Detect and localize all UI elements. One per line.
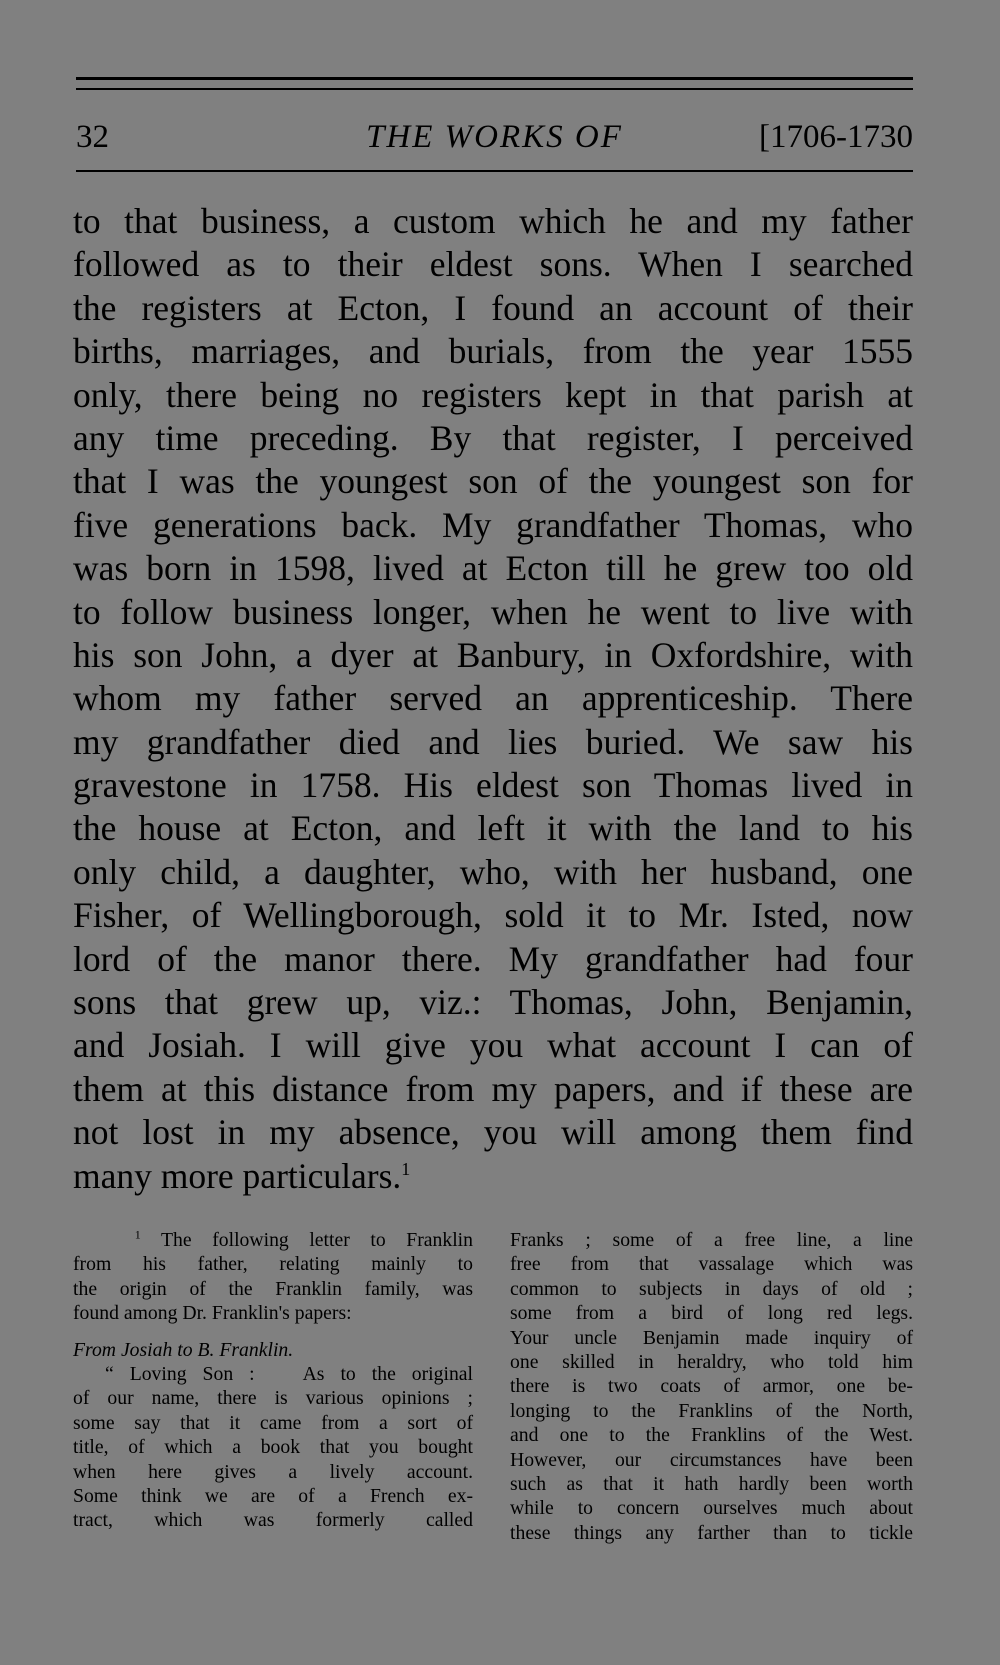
date-range: [1706-1730 xyxy=(759,119,913,155)
footnote-line: Some think we are of a French ex- xyxy=(73,1484,473,1507)
footnote-line: Franks ; some of a free line, a line xyxy=(510,1229,913,1251)
footnote-line: the origin of the Franklin family, was xyxy=(73,1277,473,1300)
body-line: only child, a daughter, who, with her husband, one xyxy=(73,851,913,892)
body-line: only, there being no registers kept in that parish at xyxy=(73,374,913,415)
footnote-line: when here gives a lively account. xyxy=(73,1460,473,1483)
footnote-column-right xyxy=(510,1228,913,1545)
footnote-line: some from a bird of long red legs. xyxy=(510,1302,913,1325)
letter-salutation: “ Loving Son : xyxy=(104,1362,255,1385)
body-line: gravestone in 1758. His eldest son Thomas lived in xyxy=(73,765,913,806)
body-line: my grandfather died and lies buried. We saw his xyxy=(73,721,913,762)
body-line: to that business, a custom which he and my father xyxy=(73,201,913,241)
footnote-line: common to subjects in days of old ; xyxy=(510,1277,913,1300)
footnote-line xyxy=(73,1228,473,1252)
body-line: his son John, a dyer at Banbury, in Oxfordshire, with xyxy=(73,634,913,675)
footnote-line: while to concern ourselves much about xyxy=(510,1497,913,1520)
top-rule xyxy=(76,77,913,80)
footnote-line: title, of which a book that you bought xyxy=(73,1436,473,1459)
body-line: to follow business longer, when he went to live with xyxy=(73,591,913,632)
body-text xyxy=(73,200,913,1198)
footnote-marker: 1 xyxy=(134,1227,141,1242)
footnote-line: there is two coats of armor, one be- xyxy=(510,1375,913,1398)
footnote-line: of our name, there is various opinions ; xyxy=(73,1387,473,1410)
body-line: the registers at Ecton, I found an account of their xyxy=(73,287,913,328)
footnote-intro-text: The following letter to Franklin xyxy=(161,1229,473,1251)
footnote-reference[interactable]: 1 xyxy=(401,1158,411,1179)
top-rule-thin xyxy=(76,88,913,90)
body-line: followed as to their eldest sons. When I searched xyxy=(73,244,913,285)
body-line: and Josiah. I will give you what account I can of xyxy=(73,1025,913,1066)
footnote-line: free from that vassalage which was xyxy=(510,1253,913,1276)
letter-heading: From Josiah to B. Franklin. xyxy=(73,1338,294,1361)
footnote-line: from his father, relating mainly to xyxy=(73,1253,473,1276)
body-line: births, marriages, and burials, from the year 1555 xyxy=(73,331,913,372)
body-line: any time preceding. By that register, I perceived xyxy=(73,417,913,458)
body-line: whom my father served an apprenticeship. There xyxy=(73,678,913,719)
footnote-line: one skilled in heraldry, who told him xyxy=(510,1350,913,1373)
footnote-column-left xyxy=(73,1228,473,1533)
footnote-line: found among Dr. Franklin's papers: xyxy=(73,1302,352,1325)
footnote-line: However, our circumstances have been xyxy=(510,1448,913,1471)
body-line: that I was the youngest son of the youngest son for xyxy=(73,461,913,502)
body-line: the house at Ecton, and left it with the land to his xyxy=(73,808,913,849)
footnote-line: some say that it came from a sort of xyxy=(73,1411,473,1434)
letter-text: As to the original xyxy=(302,1362,474,1385)
header-rule xyxy=(76,170,913,172)
footnote-line: these things any farther than to tickle xyxy=(510,1521,913,1544)
footnote-line xyxy=(73,1362,473,1386)
body-line-last xyxy=(73,1155,913,1198)
body-line: lord of the manor there. My grandfather had four xyxy=(73,938,913,979)
page-number: 32 xyxy=(76,119,109,155)
footnote-gap xyxy=(73,1326,473,1338)
footnote-line: tract, which was formerly called xyxy=(73,1509,473,1532)
running-title: THE WORKS OF xyxy=(366,119,623,155)
body-line: sons that grew up, viz.: Thomas, John, Benjamin, xyxy=(73,982,913,1023)
body-line: was born in 1598, lived at Ecton till he grew too old xyxy=(73,548,913,589)
body-line: not lost in my absence, you will among them find xyxy=(73,1112,913,1153)
footnote-line: longing to the Franklins of the North, xyxy=(510,1399,913,1422)
footnote-line: and one to the Franklins of the West. xyxy=(510,1424,913,1447)
body-line: them at this distance from my papers, and if these are xyxy=(73,1068,913,1109)
footnote-line: Your uncle Benjamin made inquiry of xyxy=(510,1326,913,1349)
page-header xyxy=(76,112,913,162)
body-line: five generations back. My grandfather Thomas, who xyxy=(73,504,913,545)
body-line-text: many more particulars. xyxy=(73,1155,402,1196)
footnote-line: such as that it hath hardly been worth xyxy=(510,1472,913,1495)
body-line: Fisher, of Wellingborough, sold it to Mr. Isted, now xyxy=(73,895,913,936)
